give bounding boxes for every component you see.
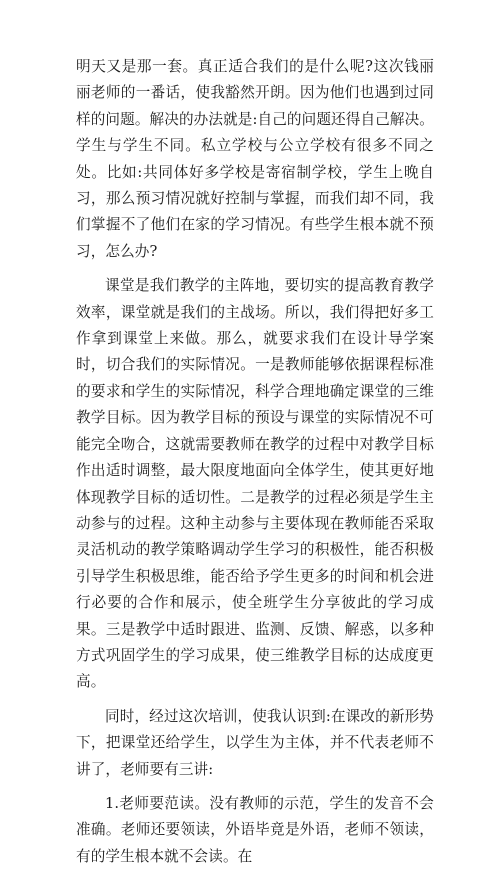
document-body <box>76 54 434 878</box>
paragraph-4: 1.老师要范读。没有教师的示范，学生的发音不会准确。老师还要领读，外语毕竟是外语，老师不领读，有的学生根本就不会读。在 <box>76 794 434 865</box>
paragraph-2: 课堂是我们教学的主阵地，要切实的提高教育教学效率，课堂就是我们的主战场。所以，我们得把好多工作拿到课堂上来做。那么，就要求我们在设计导学案时，切合我们的实际情况。一是教师能够依据课程标准的要求和学生的实际情况，科学合理地确定课堂的三维教学目标。因为教学目标的预设与课堂的实际情况不可能完全吻合，这就需要教师在教学的过程中对教学目标作出适时调整，最大限度地面向全体学生，使其更好地体现教学目标的适切性。二是教学的过程必须是学生主动参与的过程。这种主动参与主要体现在教师能否采取灵活机动的教学策略调动学生学习的积极性，能否积极引导学生积极思维，能否给予学生更多的时间和机会进行必要的合作和展示，使全班学生分享彼此的学习成果。三是教学中适时跟进、监测、反馈、解惑，以多种方式巩固学生的学习成果，使三维教学目标的达成度更高。 <box>76 277 434 691</box>
paragraph-3: 同时，经过这次培训，使我认识到:在课改的新形势下，把课堂还给学生，以学生为主体，并不代表老师不讲了，老师要有三讲: <box>76 707 434 778</box>
paragraph-1: 明天又是那一套。真正适合我们的是什么呢?这次钱丽丽老师的一番话，使我豁然开朗。因为他们也遇到过同样的问题。解决的办法就是:自己的问题还得自己解决。学生与学生不同。私立学校与公立学校有很多不同之处。比如:共同体好多学校是寄宿制学校，学生上晚自习，那么预习情况就好控制与掌握，而我们却不同，我们掌握不了他们在家的学习情况。有些学生根本就不预习，怎么办? <box>76 58 434 260</box>
